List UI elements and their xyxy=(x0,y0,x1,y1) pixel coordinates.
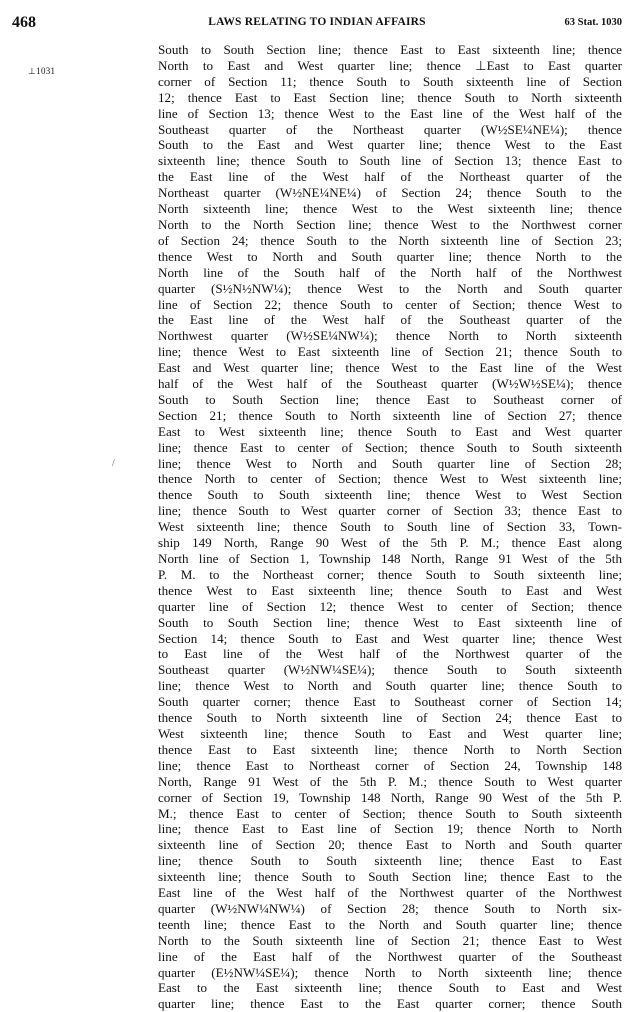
text-line: South quarter corner; thence East to Southeast corner of Section 14; xyxy=(158,694,622,710)
text-line: M.; thence East to center of Section; thence South to South sixteenth xyxy=(158,805,622,821)
text-line: West sixteenth line; thence South to East and West quarter line; xyxy=(158,725,622,741)
text-line: quarter (E½NW¼SE¼); thence North to North sixteenth line; thence xyxy=(158,964,622,980)
text-line: line; thence West to North and South quarter line of Section 28; xyxy=(158,455,622,471)
margin-page-reference: ⊥1031 xyxy=(28,66,56,76)
text-line: ship 149 North, Range 90 West of the 5th P. M.; thence East along xyxy=(158,535,622,551)
text-line: of Section 24; thence South to the North sixteenth line of Section 23; xyxy=(158,232,622,248)
text-line: thence East to East sixteenth line; thence North to North Section xyxy=(158,741,622,757)
text-line: South to South Section line; thence East to Southeast corner of xyxy=(158,391,622,407)
text-line: North line of the South half of the North half of the Northwest xyxy=(158,264,622,280)
text-line: line of the East half of the Northwest quarter of the Southeast xyxy=(158,948,622,964)
text-line: 12; thence East to East Section line; thence South to North sixteenth xyxy=(158,89,622,105)
text-line: quarter (S½N½NW¼); thence West to the North and South quarter xyxy=(158,280,622,296)
text-line: thence North to center of Section; thence West to West sixteenth line; xyxy=(158,471,622,487)
text-line: corner of Section 19, Township 148 North, Range 90 West of the 5th P. xyxy=(158,789,622,805)
text-line: P. M. to the Northeast corner; thence South to South sixteenth line; xyxy=(158,566,622,582)
text-line: to East line of the West half of the Northwest quarter of the xyxy=(158,646,622,662)
text-line: line; thence West to North and South quarter line; thence South to xyxy=(158,678,622,694)
text-line: sixteenth line of Section 20; thence East to North and South quarter xyxy=(158,837,622,853)
text-line: North to the North Section line; thence West to the Northwest corner xyxy=(158,216,622,232)
text-line: Southeast quarter (W½NW¼SE¼); thence South to South sixteenth xyxy=(158,662,622,678)
text-line: thence South to North sixteenth line of Section 24; thence East to xyxy=(158,710,622,726)
running-title: LAWS RELATING TO INDIAN AFFAIRS xyxy=(208,16,426,28)
text-line: line; thence East to East line of Section 19; thence North to North xyxy=(158,821,622,837)
text-line: East to West sixteenth line; thence South to East and West quarter xyxy=(158,423,622,439)
text-line: East line of the West half of the Northwest quarter of the Northwest xyxy=(158,885,622,901)
text-line: line; thence East to center of Section; thence South to South sixteenth xyxy=(158,439,622,455)
page-header xyxy=(12,14,622,34)
text-line: line of Section 22; thence South to center of Section; thence West to xyxy=(158,296,622,312)
body-text xyxy=(158,42,622,1012)
text-line: West sixteenth line; thence South to South line of Section 33, Town- xyxy=(158,519,622,535)
text-line: Section 14; thence South to East and West quarter line; thence West xyxy=(158,630,622,646)
text-line: thence West to East sixteenth line; thence South to East and West xyxy=(158,582,622,598)
text-line: North to the South sixteenth line of Section 21; thence East to West xyxy=(158,932,622,948)
text-line: East to the East sixteenth line; thence South to East and West xyxy=(158,980,622,996)
text-line: Northwest quarter (W½SE¼NW¼); thence North to North sixteenth xyxy=(158,328,622,344)
text-line: line of Section 13; thence West to the East line of the West half of the xyxy=(158,105,622,121)
text-line: quarter line of Section 12; thence West to center of Section; thence xyxy=(158,598,622,614)
text-line: North to East and West quarter line; thence ⊥East to East quarter xyxy=(158,57,622,73)
text-line: the East line of the West half of the Northeast quarter of the xyxy=(158,169,622,185)
text-line: thence South to South sixteenth line; thence West to West Section xyxy=(158,487,622,503)
text-line: quarter line; thence East to the East quarter corner; thence South xyxy=(158,996,622,1012)
text-line: corner of Section 11; thence South to South sixteenth line of Section xyxy=(158,73,622,89)
text-line: the East line of the West half of the Southeast quarter of the xyxy=(158,312,622,328)
text-line: half of the West half of the Southeast quarter (W½W½SE¼); thence xyxy=(158,376,622,392)
text-line: line; thence West to East sixteenth line of Section 21; thence South to xyxy=(158,344,622,360)
text-line: thence West to North and South quarter line; thence North to the xyxy=(158,248,622,264)
text-line: South to the East and West quarter line; thence West to the East xyxy=(158,137,622,153)
text-line: Northeast quarter (W½NE¼NE¼) of Section 24; thence South to the xyxy=(158,185,622,201)
text-line: line; thence South to South sixteenth line; thence East to East xyxy=(158,853,622,869)
page-number: 468 xyxy=(12,14,36,31)
margin-pencil-mark: / xyxy=(112,458,115,469)
text-line: North line of Section 1, Township 148 North, Range 91 West of the 5th xyxy=(158,551,622,566)
text-line: sixteenth line; thence South to South line of Section 13; thence East to xyxy=(158,153,622,169)
text-line: Section 21; thence South to North sixteenth line of Section 27; thence xyxy=(158,407,622,423)
text-line: line; thence South to West quarter corner of Section 33; thence East to xyxy=(158,503,622,519)
text-line: South to South Section line; thence East to East sixteenth line; thence xyxy=(158,42,622,57)
text-line: line; thence East to Northeast corner of Section 24, Township 148 xyxy=(158,757,622,773)
text-line: quarter (W½NW¼NW¼) of Section 28; thence South to North six- xyxy=(158,900,622,916)
text-line: North, Range 91 West of the 5th P. M.; thence South to West quarter xyxy=(158,773,622,789)
text-line: East and West quarter line; thence West to the East line of the West xyxy=(158,360,622,376)
text-line: sixteenth line; thence South to South Section line; thence East to the xyxy=(158,869,622,885)
text-line: North sixteenth line; thence West to the West sixteenth line; thence xyxy=(158,201,622,217)
statute-citation: 63 Stat. 1030 xyxy=(564,17,622,28)
text-line: teenth line; thence East to the North and South quarter line; thence xyxy=(158,916,622,932)
text-line: South to South Section line; thence West to East sixteenth line of xyxy=(158,614,622,630)
text-line: Southeast quarter of the Northeast quarter (W½SE¼NE¼); thence xyxy=(158,121,622,137)
